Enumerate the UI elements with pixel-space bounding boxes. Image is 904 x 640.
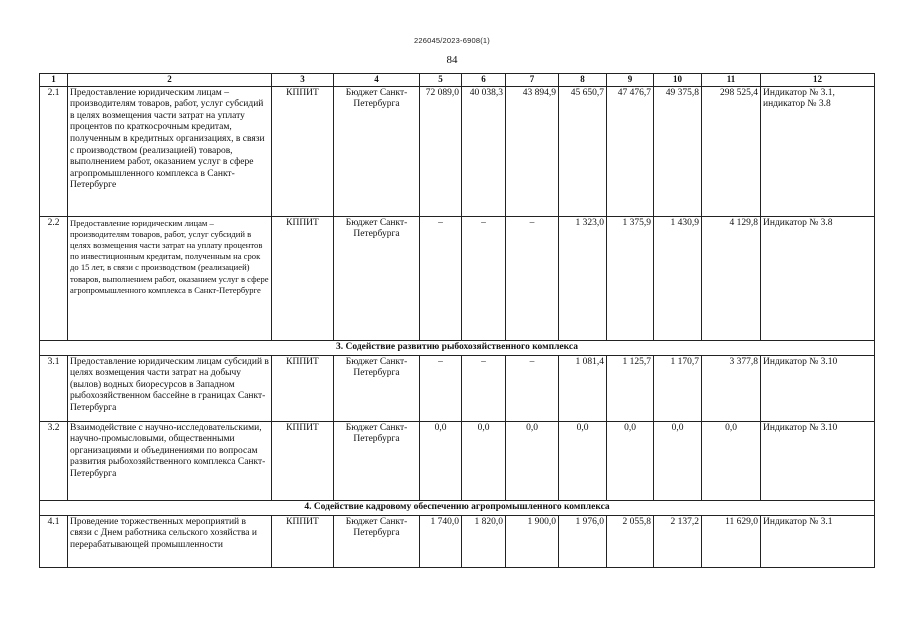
row-value: 298 525,4 (702, 86, 761, 216)
section-title: 3. Содействие развитию рыбохозяйственного комплекса (40, 340, 875, 355)
column-number-row (40, 74, 875, 87)
row-value: 1 976,0 (559, 515, 607, 567)
row-source: Бюджет Санкт-Петербурга (334, 86, 420, 216)
page-number: 84 (446, 54, 458, 66)
row-indicator: Индикатор № 3.10 (761, 355, 875, 421)
section-header-row (40, 340, 875, 355)
column-header: 9 (607, 74, 654, 87)
column-header: 5 (420, 74, 462, 87)
row-value: 4 129,8 (702, 216, 761, 340)
row-value: 2 137,2 (654, 515, 702, 567)
row-description: Проведение торжественных мероприятий в связи с Днем работника сельского хозяйства и перерабатывающей промышленности (68, 515, 272, 567)
table-row (40, 421, 875, 500)
table-row (40, 515, 875, 567)
row-value: 11 629,0 (702, 515, 761, 567)
row-value: 1 820,0 (462, 515, 506, 567)
row-indicator: Индикатор № 3.8 (761, 216, 875, 340)
row-value: – (462, 355, 506, 421)
row-value: 0,0 (462, 421, 506, 500)
row-value: – (506, 355, 559, 421)
row-value: 0,0 (607, 421, 654, 500)
row-value: – (420, 216, 462, 340)
column-header: 12 (761, 74, 875, 87)
row-value: 1 323,0 (559, 216, 607, 340)
row-value: 0,0 (654, 421, 702, 500)
row-description: Предоставление юридическим лицам субсидий в целях возмещения части затрат на добычу (вылов) водных биоресурсов в Западном рыбохозяйственном бассейне в границах Санкт-Петербурга (68, 355, 272, 421)
row-indicator: Индикатор № 3.1, индикатор № 3.8 (761, 86, 875, 216)
row-number: 3.2 (40, 421, 68, 500)
section-title: 4. Содействие кадровому обеспечению агропромышленного комплекса (40, 500, 875, 515)
row-value: 1 170,7 (654, 355, 702, 421)
row-value: – (420, 355, 462, 421)
row-source: Бюджет Санкт-Петербурга (334, 515, 420, 567)
table-row (40, 86, 875, 216)
row-executor: КППИТ (272, 216, 334, 340)
row-value: 47 476,7 (607, 86, 654, 216)
row-source: Бюджет Санкт-Петербурга (334, 421, 420, 500)
row-value: 3 377,8 (702, 355, 761, 421)
column-header: 6 (462, 74, 506, 87)
table-row (40, 355, 875, 421)
row-executor: КППИТ (272, 515, 334, 567)
row-value: 2 055,8 (607, 515, 654, 567)
document-code: 226045/2023-6908(1) (414, 36, 490, 45)
column-header: 2 (68, 74, 272, 87)
row-value: 43 894,9 (506, 86, 559, 216)
row-value: 72 089,0 (420, 86, 462, 216)
row-description: Предоставление юридическим лицам – производителям товаров, работ, услуг субсидий в целях возмещения части затрат на уплату процентов по краткосрочным кредитам, полученным в кредитных организациях, в связи с производством (реализацией) товаров, выполнением работ, оказанием услуг в сфере агропромышленного комплекса в Санкт-Петербурге (68, 86, 272, 216)
row-number: 4.1 (40, 515, 68, 567)
column-header: 1 (40, 74, 68, 87)
row-value: – (462, 216, 506, 340)
row-value: 45 650,7 (559, 86, 607, 216)
row-value: 0,0 (506, 421, 559, 500)
row-description: Взаимодействие с научно-исследовательскими, научно-промысловыми, общественными организациями и объединениями по вопросам развития рыбохозяйственного комплекса Санкт-Петербурга (68, 421, 272, 500)
row-executor: КППИТ (272, 86, 334, 216)
row-source: Бюджет Санкт-Петербурга (334, 355, 420, 421)
column-header: 3 (272, 74, 334, 87)
row-value: 1 740,0 (420, 515, 462, 567)
row-value: 1 430,9 (654, 216, 702, 340)
row-value: 0,0 (420, 421, 462, 500)
column-header: 4 (334, 74, 420, 87)
row-indicator: Индикатор № 3.10 (761, 421, 875, 500)
row-number: 2.1 (40, 86, 68, 216)
row-number: 2.2 (40, 216, 68, 340)
row-value: 1 375,9 (607, 216, 654, 340)
row-executor: КППИТ (272, 421, 334, 500)
table-row (40, 216, 875, 340)
row-value: 40 038,3 (462, 86, 506, 216)
row-number: 3.1 (40, 355, 68, 421)
row-description: Предоставление юридическим лицам – производителям товаров, работ, услуг субсидий в целях возмещения части затрат на уплату процентов по инвестиционным кредитам, полученным на срок до 15 лет, в связи с производством (реализацией) товаров, выполнением работ, оказанием услуг в сфере агропромышленного комплекса в Санкт-Петербурге (68, 216, 272, 340)
row-executor: КППИТ (272, 355, 334, 421)
column-header: 8 (559, 74, 607, 87)
row-indicator: Индикатор № 3.1 (761, 515, 875, 567)
row-value: – (506, 216, 559, 340)
row-source: Бюджет Санкт-Петербурга (334, 216, 420, 340)
column-header: 11 (702, 74, 761, 87)
column-header: 10 (654, 74, 702, 87)
row-value: 0,0 (559, 421, 607, 500)
row-value: 49 375,8 (654, 86, 702, 216)
section-header-row (40, 500, 875, 515)
program-table (39, 73, 875, 568)
row-value: 1 900,0 (506, 515, 559, 567)
row-value: 0,0 (702, 421, 761, 500)
row-value: 1 125,7 (607, 355, 654, 421)
column-header: 7 (506, 74, 559, 87)
row-value: 1 081,4 (559, 355, 607, 421)
